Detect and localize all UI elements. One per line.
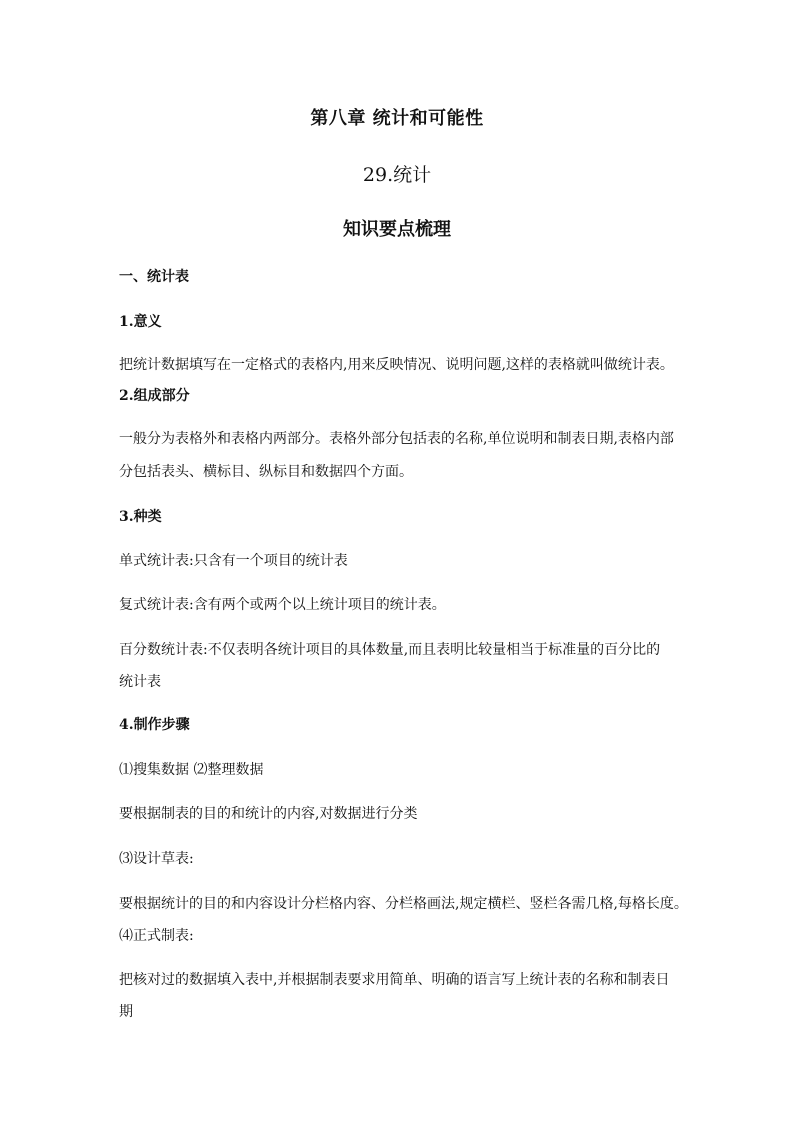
summary-title: 知识要点梳理 [343, 219, 451, 240]
paragraph-steps-formal: ⑷正式制表: [119, 928, 194, 944]
chapter-title: 第八章 统计和可能性 [310, 108, 484, 129]
heading-steps: 4.制作步骤 [119, 717, 190, 733]
paragraph-steps-draft-detail: 要根据统计的目的和内容设计分栏格内容、分栏格画法,规定横栏、竖栏各需几格,每格长度。 [119, 896, 688, 912]
paragraph-components-line1: 一般分为表格外和表格内两部分。表格外部分包括表的名称,单位说明和制表日期,表格内部 [119, 431, 674, 447]
paragraph-steps-formal-detail-line2: 期 [119, 1004, 133, 1020]
heading-meaning: 1.意义 [119, 314, 162, 330]
paragraph-steps-collect: ⑴搜集数据 ⑵整理数据 [119, 762, 264, 778]
paragraph-type-percent-line2: 统计表 [119, 674, 161, 690]
paragraph-type-percent-line1: 百分数统计表:不仅表明各统计项目的具体数量,而且表明比较量相当于标准量的百分比的 [119, 642, 661, 658]
heading-components: 2.组成部分 [119, 388, 190, 404]
paragraph-type-compound: 复式统计表:含有两个或两个以上统计项目的统计表。 [119, 597, 446, 613]
paragraph-steps-draft: ⑶设计草表: [119, 851, 194, 867]
paragraph-steps-organize: 要根据制表的目的和统计的内容,对数据进行分类 [119, 806, 418, 822]
paragraph-steps-formal-detail-line1: 把核对过的数据填入表中,并根据制表要求用简单、明确的语言写上统计表的名称和制表日 [119, 972, 670, 988]
paragraph-meaning: 把统计数据填写在一定格式的表格内,用来反映情况、说明问题,这样的表格就叫做统计表。 [119, 357, 674, 373]
paragraph-components-line2: 分包括表头、横标目、纵标目和数据四个方面。 [119, 464, 413, 480]
section-title: 29.统计 [362, 164, 432, 186]
paragraph-type-single: 单式统计表:只含有一个项目的统计表 [119, 553, 348, 569]
heading-types: 3.种类 [119, 509, 162, 525]
heading-statistical-table: 一、统计表 [119, 269, 189, 285]
